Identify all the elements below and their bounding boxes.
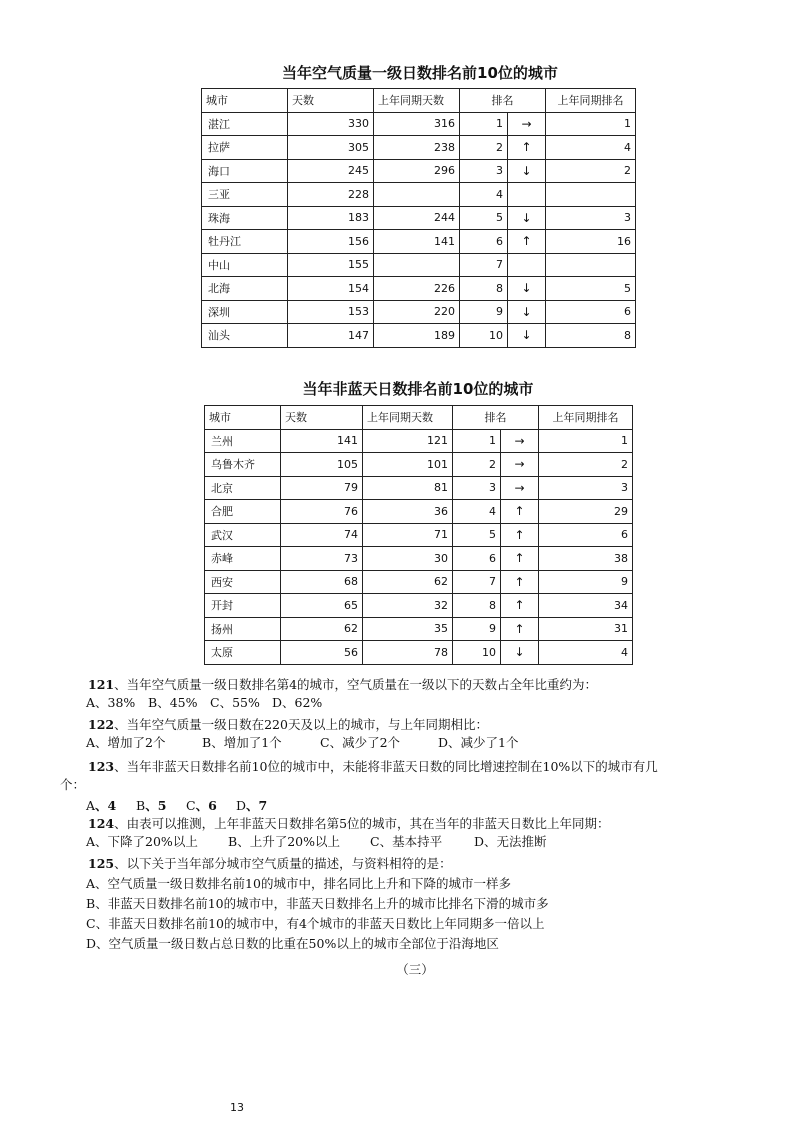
question-125 (0, 854, 800, 954)
option-text: 、4 (95, 798, 117, 813)
cell-prev-days: 35 (363, 617, 453, 641)
table-row (205, 594, 633, 618)
table-row (202, 277, 636, 301)
table-row (202, 112, 636, 136)
cell-rank: 2 (453, 453, 501, 477)
option-letter: A (86, 798, 96, 813)
cell-trend-arrow: ↑ (501, 570, 539, 594)
question-text: 、当年空气质量一级日数在220天及以上的城市，与上年同期相比： (114, 717, 488, 732)
option-letter: A (86, 876, 96, 891)
option-d (438, 734, 518, 752)
cell-prev-rank: 2 (546, 159, 636, 183)
table-row (202, 253, 636, 277)
cell-rank: 5 (453, 523, 501, 547)
cell-rank: 1 (453, 429, 501, 453)
cell-days: 65 (281, 594, 363, 618)
cell-prev-days: 238 (374, 136, 460, 160)
cell-city: 兰州 (205, 429, 281, 453)
cell-trend-arrow: → (501, 429, 539, 453)
table-header-row (205, 406, 633, 430)
cell-rank: 8 (460, 277, 508, 301)
cell-prev-rank: 3 (539, 476, 633, 500)
cell-trend-arrow: ↑ (501, 547, 539, 571)
question-stem (0, 854, 800, 874)
option-a (0, 874, 800, 894)
header-prev-rank: 上年同期排名 (539, 406, 633, 430)
cell-city: 拉萨 (202, 136, 288, 160)
option-text: 、增加了1个 (211, 735, 282, 750)
cell-rank: 7 (460, 253, 508, 277)
cell-trend-arrow: ↓ (508, 324, 546, 348)
cell-city: 北海 (202, 277, 288, 301)
header-days: 天数 (288, 89, 374, 113)
cell-prev-days: 226 (374, 277, 460, 301)
table2-title: 当年非蓝天日数排名前10位的城市 (302, 380, 534, 398)
cell-days: 183 (288, 206, 374, 230)
option-letter: D (438, 735, 449, 750)
cell-prev-days (374, 253, 460, 277)
cell-prev-days: 62 (363, 570, 453, 594)
cell-rank: 9 (453, 617, 501, 641)
cell-city: 北京 (205, 476, 281, 500)
option-text: 、增加了2个 (95, 735, 166, 750)
page-number: 13 (230, 1101, 244, 1114)
cell-prev-days: 81 (363, 476, 453, 500)
cell-rank: 3 (460, 159, 508, 183)
option-b (0, 894, 800, 914)
table-row (205, 547, 633, 571)
option-text: 、减少了2个 (329, 735, 401, 750)
option-letter: D (86, 936, 97, 951)
cell-trend-arrow: ↑ (501, 523, 539, 547)
cell-days: 105 (281, 453, 363, 477)
table-row (202, 230, 636, 254)
option-letter: B (136, 798, 146, 813)
cell-days: 155 (288, 253, 374, 277)
cell-prev-rank (546, 183, 636, 207)
cell-prev-rank: 38 (539, 547, 633, 571)
cell-rank: 3 (453, 476, 501, 500)
option-letter: C (86, 916, 96, 931)
cell-prev-rank: 4 (546, 136, 636, 160)
cell-city: 合肥 (205, 500, 281, 524)
option-letter: A (86, 834, 96, 849)
option-c (370, 833, 474, 851)
cell-days: 330 (288, 112, 374, 136)
option-text: 、7 (246, 798, 268, 813)
question-options (0, 734, 800, 752)
cell-days: 76 (281, 500, 363, 524)
cell-city: 湛江 (202, 112, 288, 136)
option-letter: D (236, 798, 247, 813)
cell-rank: 10 (453, 641, 501, 665)
cell-prev-rank: 29 (539, 500, 633, 524)
question-stem (0, 758, 800, 776)
cell-prev-rank: 1 (539, 429, 633, 453)
option-text: 、空气质量一级日数排名前10的城市中，排名同比上升和下降的城市一样多 (95, 876, 511, 891)
option-letter: B (202, 735, 212, 750)
cell-city: 太原 (205, 641, 281, 665)
table-row (205, 453, 633, 477)
table-row (205, 429, 633, 453)
cell-trend-arrow (508, 183, 546, 207)
option-b (228, 833, 370, 851)
table-row (202, 206, 636, 230)
option-d (272, 694, 322, 712)
option-text: 、38% (95, 695, 136, 710)
table-row (205, 523, 633, 547)
header-prev-rank: 上年同期排名 (546, 89, 636, 113)
cell-prev-days (374, 183, 460, 207)
option-text: 、上升了20%以上 (237, 834, 340, 849)
cell-trend-arrow: ↑ (508, 136, 546, 160)
cell-prev-days: 78 (363, 641, 453, 665)
section-marker: （三） (396, 962, 434, 977)
cell-days: 228 (288, 183, 374, 207)
non-blue-sky-table (204, 405, 633, 665)
cell-prev-days: 71 (363, 523, 453, 547)
question-text: 、以下关于当年部分城市空气质量的描述，与资料相符的是： (114, 856, 452, 871)
cell-city: 武汉 (205, 523, 281, 547)
cell-prev-rank: 6 (539, 523, 633, 547)
cell-trend-arrow: ↓ (508, 159, 546, 183)
cell-days: 62 (281, 617, 363, 641)
table1-title: 当年空气质量一级日数排名前10位的城市 (282, 64, 558, 82)
option-d (474, 833, 547, 851)
cell-trend-arrow: → (501, 453, 539, 477)
cell-days: 154 (288, 277, 374, 301)
cell-prev-days: 220 (374, 300, 460, 324)
cell-prev-rank: 34 (539, 594, 633, 618)
question-123 (0, 758, 800, 815)
cell-prev-rank: 31 (539, 617, 633, 641)
option-text: 、5 (145, 798, 167, 813)
cell-trend-arrow (508, 253, 546, 277)
table-row (202, 300, 636, 324)
cell-rank: 8 (453, 594, 501, 618)
question-options (0, 797, 800, 815)
cell-days: 56 (281, 641, 363, 665)
table-row (202, 183, 636, 207)
table-row (205, 617, 633, 641)
option-letter: A (86, 735, 96, 750)
cell-prev-days: 30 (363, 547, 453, 571)
cell-city: 深圳 (202, 300, 288, 324)
cell-city: 汕头 (202, 324, 288, 348)
cell-prev-days: 296 (374, 159, 460, 183)
option-a (86, 734, 202, 752)
cell-prev-rank: 9 (539, 570, 633, 594)
question-text: 、当年空气质量一级日数排名第4的城市，空气质量在一级以下的天数占全年比重约为： (114, 677, 598, 692)
cell-trend-arrow: ↑ (501, 617, 539, 641)
cell-days: 147 (288, 324, 374, 348)
cell-rank: 2 (460, 136, 508, 160)
option-c (0, 914, 800, 934)
cell-rank: 7 (453, 570, 501, 594)
option-letter: C (210, 695, 220, 710)
cell-rank: 6 (460, 230, 508, 254)
question-options (0, 694, 800, 712)
header-rank: 排名 (460, 89, 546, 113)
header-prev-days: 上年同期天数 (374, 89, 460, 113)
table-row (205, 641, 633, 665)
cell-days: 156 (288, 230, 374, 254)
cell-city: 开封 (205, 594, 281, 618)
option-text: 、非蓝天日数排名前10的城市中，有4个城市的非蓝天日数比上年同期多一倍以上 (95, 916, 545, 931)
option-text: 、减少了1个 (448, 735, 519, 750)
cell-rank: 5 (460, 206, 508, 230)
cell-trend-arrow: ↑ (501, 500, 539, 524)
cell-prev-rank: 6 (546, 300, 636, 324)
header-city: 城市 (202, 89, 288, 113)
option-letter: B (148, 695, 158, 710)
cell-rank: 6 (453, 547, 501, 571)
cell-days: 141 (281, 429, 363, 453)
table-row (202, 136, 636, 160)
question-text: 、当年非蓝天日数排名前10位的城市中，未能将非蓝天日数的同比增速控制在10%以下的城市有几 (114, 759, 658, 774)
question-number: 124 (88, 816, 115, 831)
cell-trend-arrow: ↑ (501, 594, 539, 618)
cell-city: 扬州 (205, 617, 281, 641)
table-row (205, 476, 633, 500)
table-row (205, 570, 633, 594)
cell-city: 中山 (202, 253, 288, 277)
table-row (202, 159, 636, 183)
cell-trend-arrow: → (501, 476, 539, 500)
header-city: 城市 (205, 406, 281, 430)
cell-prev-days: 189 (374, 324, 460, 348)
cell-city: 乌鲁木齐 (205, 453, 281, 477)
option-letter: B (228, 834, 238, 849)
cell-prev-days: 36 (363, 500, 453, 524)
option-text: 、无法推断 (484, 834, 547, 849)
cell-trend-arrow: ↓ (508, 206, 546, 230)
option-letter: A (86, 695, 96, 710)
cell-trend-arrow: → (508, 112, 546, 136)
table-row (205, 500, 633, 524)
air-quality-table (201, 88, 636, 348)
cell-prev-days: 121 (363, 429, 453, 453)
cell-trend-arrow: ↓ (501, 641, 539, 665)
option-text: 、55% (219, 695, 260, 710)
cell-rank: 4 (460, 183, 508, 207)
option-letter: B (86, 896, 96, 911)
cell-days: 245 (288, 159, 374, 183)
cell-days: 73 (281, 547, 363, 571)
option-letter: C (186, 798, 196, 813)
cell-city: 海口 (202, 159, 288, 183)
cell-prev-rank: 2 (539, 453, 633, 477)
header-rank: 排名 (453, 406, 539, 430)
cell-rank: 4 (453, 500, 501, 524)
cell-prev-days: 244 (374, 206, 460, 230)
option-d (0, 934, 800, 954)
option-c (320, 734, 438, 752)
cell-trend-arrow: ↑ (508, 230, 546, 254)
cell-trend-arrow: ↓ (508, 300, 546, 324)
option-text: 、非蓝天日数排名前10的城市中，非蓝天日数排名上升的城市比排名下滑的城市多 (95, 896, 549, 911)
cell-prev-days: 316 (374, 112, 460, 136)
cell-prev-days: 101 (363, 453, 453, 477)
question-number: 121 (88, 677, 115, 692)
option-letter: C (320, 735, 330, 750)
cell-city: 西安 (205, 570, 281, 594)
option-a (86, 797, 136, 815)
cell-prev-days: 32 (363, 594, 453, 618)
cell-prev-rank (546, 253, 636, 277)
option-text: 、45% (157, 695, 198, 710)
cell-city: 牡丹江 (202, 230, 288, 254)
cell-rank: 10 (460, 324, 508, 348)
cell-prev-rank: 5 (546, 277, 636, 301)
question-options (0, 833, 800, 851)
cell-rank: 1 (460, 112, 508, 136)
cell-prev-rank: 4 (539, 641, 633, 665)
cell-rank: 9 (460, 300, 508, 324)
question-text: 、由表可以推测，上年非蓝天日数排名第5位的城市，其在当年的非蓝天日数比上年同期： (114, 816, 610, 831)
cell-prev-rank: 8 (546, 324, 636, 348)
question-number: 122 (88, 717, 115, 732)
option-text: 、基本持平 (379, 834, 443, 849)
option-b (202, 734, 320, 752)
cell-prev-rank: 1 (546, 112, 636, 136)
cell-days: 79 (281, 476, 363, 500)
option-a (86, 694, 148, 712)
option-a (86, 833, 228, 851)
cell-days: 305 (288, 136, 374, 160)
option-text: 、6 (195, 798, 217, 813)
cell-prev-rank: 16 (546, 230, 636, 254)
cell-city: 三亚 (202, 183, 288, 207)
option-b (148, 694, 210, 712)
table-header-row (202, 89, 636, 113)
question-stem (0, 716, 800, 734)
option-d (236, 797, 267, 815)
cell-city: 赤峰 (205, 547, 281, 571)
header-prev-days: 上年同期天数 (363, 406, 453, 430)
question-122 (0, 716, 800, 752)
question-stem (0, 815, 800, 833)
cell-prev-days: 141 (374, 230, 460, 254)
cell-prev-rank: 3 (546, 206, 636, 230)
option-text: 、空气质量一级日数占总日数的比重在50%以上的城市全部位于沿海地区 (96, 936, 499, 951)
question-text-continued: 个： (60, 777, 86, 792)
table-row (202, 324, 636, 348)
option-letter: D (272, 695, 283, 710)
option-text: 、62% (282, 695, 323, 710)
option-c (186, 797, 236, 815)
cell-days: 74 (281, 523, 363, 547)
cell-days: 153 (288, 300, 374, 324)
header-days: 天数 (281, 406, 363, 430)
option-letter: C (370, 834, 380, 849)
option-c (210, 694, 272, 712)
option-letter: D (474, 834, 485, 849)
question-121 (0, 676, 800, 712)
option-text: 、下降了20%以上 (95, 834, 198, 849)
cell-trend-arrow: ↓ (508, 277, 546, 301)
option-b (136, 797, 186, 815)
cell-city: 珠海 (202, 206, 288, 230)
cell-days: 68 (281, 570, 363, 594)
question-124 (0, 815, 800, 851)
question-stem (0, 676, 800, 694)
question-number: 123 (88, 759, 115, 774)
question-number: 125 (88, 856, 115, 871)
